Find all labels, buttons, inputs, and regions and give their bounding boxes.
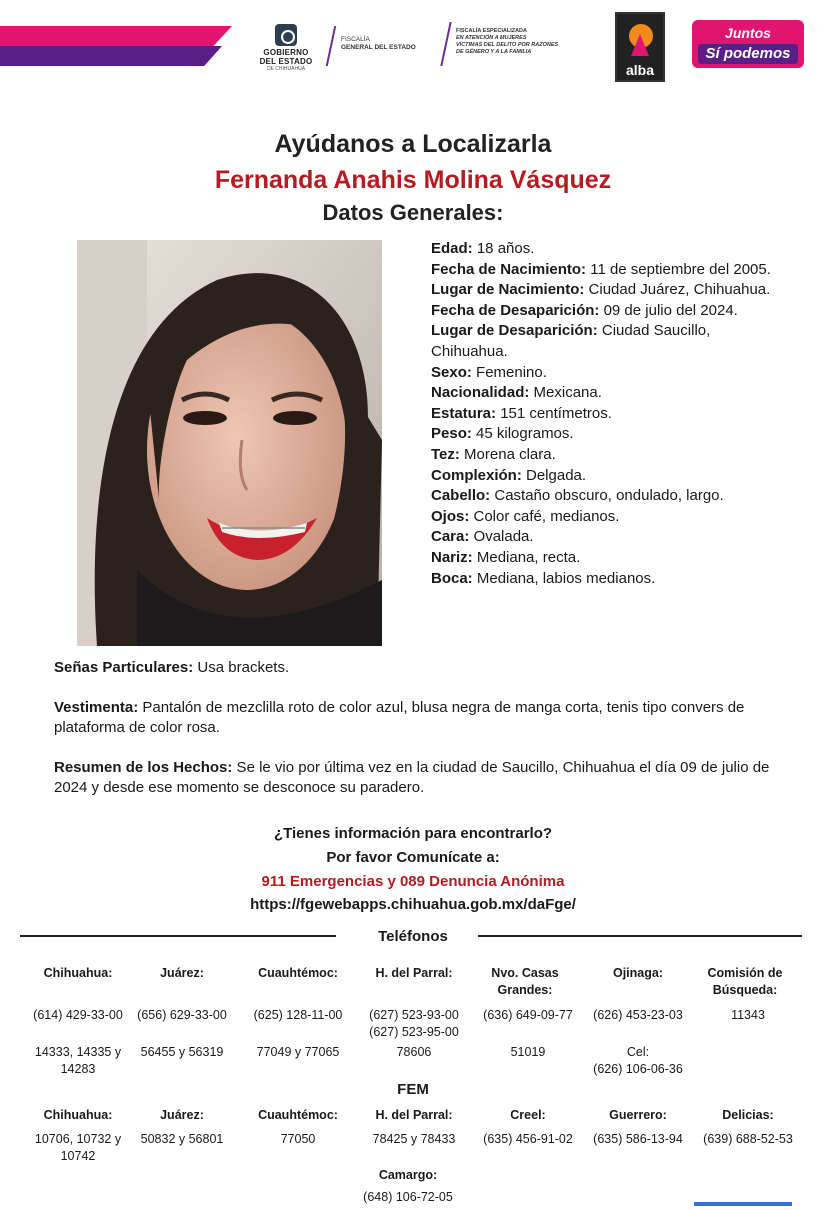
fem-phone: (639) 688-52-53 xyxy=(703,1132,793,1146)
field-label: Nariz: xyxy=(431,548,473,566)
telefonos-ext: 78606 xyxy=(396,1045,432,1059)
logo-divider xyxy=(440,22,451,66)
general-data-list xyxy=(431,239,791,589)
telefonos-header: Cuauhtémoc: xyxy=(258,966,338,980)
telefonos-header: Chihuahua: xyxy=(43,966,113,980)
telefonos-header: Comisión de Búsqueda: xyxy=(707,966,783,997)
fem-header: H. del Parral: xyxy=(375,1108,453,1122)
telefonos-phone: (627) 523-93-00 (627) 523-95-00 xyxy=(369,1008,459,1039)
field-value: Delgada. xyxy=(521,466,587,484)
resumen-label: Resumen de los Hechos: xyxy=(54,759,233,776)
field-value: Mediana, labios medianos. xyxy=(472,569,656,587)
emergency-numbers: 911 Emergencias y 089 Denuncia Anónima xyxy=(261,873,565,890)
field-row xyxy=(431,486,791,507)
field-row xyxy=(431,548,791,569)
gobierno-logo xyxy=(248,24,324,76)
state-seal-icon xyxy=(275,24,297,46)
vestimenta-label: Vestimenta: xyxy=(54,699,139,716)
telefonos-header: Ojinaga: xyxy=(612,966,663,980)
report-url[interactable]: https://fgewebapps.chihuahua.gob.mx/daFge/ xyxy=(250,896,576,913)
field-row xyxy=(431,527,791,548)
field-label: Peso: xyxy=(431,425,472,443)
field-label: Lugar de Nacimiento: xyxy=(431,281,585,299)
field-row xyxy=(431,424,791,445)
field-label: Lugar de Desaparición: xyxy=(431,322,598,340)
camargo-phone: (648) 106-72-05 xyxy=(363,1190,453,1204)
fem-phone: 77050 xyxy=(280,1132,316,1146)
resumen-value: Se le vio por última vez en la ciudad de Saucillo, Chihuahua el día 09 de julio de 2024 y desde ese momento se desconoce su paradero. xyxy=(54,759,770,796)
field-value: 11 de septiembre del 2005. xyxy=(586,260,771,278)
telefonos-ext: 56455 y 56319 xyxy=(140,1045,224,1059)
scroll-indicator xyxy=(694,1202,792,1206)
field-row xyxy=(431,466,791,487)
missing-person-photo xyxy=(77,240,382,646)
portrait-illustration xyxy=(77,240,382,646)
gobierno-line2: DEL ESTADO xyxy=(259,57,313,66)
field-row xyxy=(431,445,791,466)
contact-question: ¿Tienes información para encontrarlo? xyxy=(273,825,553,842)
telefonos-phone: (636) 649-09-77 xyxy=(483,1008,573,1022)
field-value: 151 centímetros. xyxy=(496,404,612,422)
field-value: Mediana, recta. xyxy=(472,548,581,566)
senas-particulares xyxy=(54,658,784,678)
si-podemos-text: Sí podemos xyxy=(698,44,798,64)
field-value: 45 kilogramos. xyxy=(471,425,574,443)
fem-header: Chihuahua: xyxy=(43,1108,113,1122)
telefonos-header: Nvo. Casas Grandes: xyxy=(491,966,559,997)
field-label: Cabello: xyxy=(431,487,491,505)
section-title: Datos Generales: xyxy=(322,200,504,225)
juntos-text: Juntos xyxy=(725,25,771,41)
field-label: Tez: xyxy=(431,445,460,463)
senas-label: Señas Particulares: xyxy=(54,659,194,676)
page-title: Ayúdanos a Localizarla xyxy=(274,130,552,158)
field-row xyxy=(431,260,791,281)
fem-header: Guerrero: xyxy=(609,1108,667,1122)
field-label: Estatura: xyxy=(431,404,497,422)
fem-phone: 10706, 10732 y 10742 xyxy=(34,1132,122,1163)
telefonos-phone: (614) 429-33-00 xyxy=(33,1008,123,1022)
field-value: Femenino. xyxy=(471,363,547,381)
fem-logo xyxy=(456,28,606,56)
fiscalia-line1: FISCALÍA xyxy=(341,36,370,43)
alba-label: alba xyxy=(625,62,654,78)
fem-header: Juárez: xyxy=(160,1108,204,1122)
header-banner xyxy=(0,0,826,90)
fem-line2: EN ATENCIÓN A MUJERES xyxy=(456,35,527,41)
telefonos-phone: (656) 629-33-00 xyxy=(137,1008,227,1022)
vestimenta xyxy=(54,698,784,738)
field-row xyxy=(431,363,791,384)
field-value: Morena clara. xyxy=(459,445,556,463)
vestimenta-value: Pantalón de mezclilla roto de color azul, blusa negra de manga corta, tenis tipo convers de plataforma de color rosa. xyxy=(54,699,745,736)
alba-logo xyxy=(615,12,665,82)
field-value: Ovalada. xyxy=(469,528,534,546)
fem-phone: (635) 586-13-94 xyxy=(593,1132,683,1146)
fem-header: Creel: xyxy=(510,1108,546,1122)
fem-title: FEM xyxy=(397,1081,429,1098)
field-label: Edad: xyxy=(431,240,473,257)
fem-phone: (635) 456-91-02 xyxy=(483,1132,573,1146)
telefonos-title: Teléfonos xyxy=(378,928,448,945)
field-row xyxy=(431,280,791,301)
fem-header: Cuauhtémoc: xyxy=(258,1108,338,1122)
person-name: Fernanda Anahis Molina Vásquez xyxy=(214,166,612,194)
fem-header: Delicias: xyxy=(722,1108,774,1122)
field-label: Sexo: xyxy=(431,363,472,381)
gobierno-line3: DE CHIHUAHUA xyxy=(266,66,306,72)
fem-phone: 78425 y 78433 xyxy=(372,1132,456,1146)
gobierno-line1: GOBIERNO xyxy=(263,48,309,57)
field-value: Ciudad Saucillo, Chihuahua. xyxy=(431,322,711,360)
field-value: Mexicana. xyxy=(529,384,602,402)
field-row xyxy=(431,301,791,322)
purple-stripe xyxy=(0,46,222,66)
field-value: Color café, medianos. xyxy=(469,507,620,525)
pink-stripe xyxy=(0,26,232,46)
field-value: Ciudad Juárez, Chihuahua. xyxy=(584,281,771,299)
field-row xyxy=(431,507,791,528)
telefonos-ext: 14333, 14335 y 14283 xyxy=(34,1045,122,1076)
telefonos-header: Juárez: xyxy=(160,966,204,980)
fem-phone: 50832 y 56801 xyxy=(140,1132,224,1146)
field-label: Complexión: xyxy=(431,466,522,484)
telefonos-phone: (625) 128-11-00 xyxy=(253,1008,343,1022)
field-value: 18 años. xyxy=(472,240,535,257)
fem-line1: FISCALÍA ESPECIALIZADA xyxy=(456,28,527,34)
fem-line3: VÍCTIMAS DEL DELITO POR RAZONES xyxy=(456,42,559,48)
field-label: Cara: xyxy=(431,528,470,546)
telefonos-phone: 11343 xyxy=(731,1008,765,1022)
field-value: 09 de julio del 2024. xyxy=(599,301,738,319)
field-row xyxy=(431,404,791,425)
field-row xyxy=(431,239,791,260)
telefonos-ext: Cel: (626) 106-06-36 xyxy=(593,1045,683,1076)
senas-value: Usa brackets. xyxy=(193,659,290,676)
telefonos-ext: 51019 xyxy=(510,1045,546,1059)
logo-divider xyxy=(326,26,337,66)
field-label: Ojos: xyxy=(431,507,470,525)
fiscalia-logo xyxy=(341,36,416,52)
juntos-badge xyxy=(692,20,804,68)
fiscalia-line2: GENERAL DEL ESTADO xyxy=(341,44,416,51)
contact-please: Por favor Comunícate a: xyxy=(326,849,500,866)
field-label: Fecha de Desaparición: xyxy=(431,301,600,319)
field-label: Nacionalidad: xyxy=(431,384,530,402)
telefonos-header: H. del Parral: xyxy=(375,966,453,980)
field-label: Boca: xyxy=(431,569,473,587)
field-row xyxy=(431,321,791,362)
telefonos-phone: (626) 453-23-03 xyxy=(593,1008,683,1022)
field-row xyxy=(431,569,791,590)
telefonos-ext: 77049 y 77065 xyxy=(256,1045,340,1059)
fem-line4: DE GÉNERO Y A LA FAMILIA xyxy=(456,49,532,55)
field-row xyxy=(431,383,791,404)
field-value: Castaño obscuro, ondulado, largo. xyxy=(490,487,724,505)
field-label: Fecha de Nacimiento: xyxy=(431,260,587,278)
resumen-hechos xyxy=(54,758,784,798)
camargo-label: Camargo: xyxy=(378,1168,438,1182)
